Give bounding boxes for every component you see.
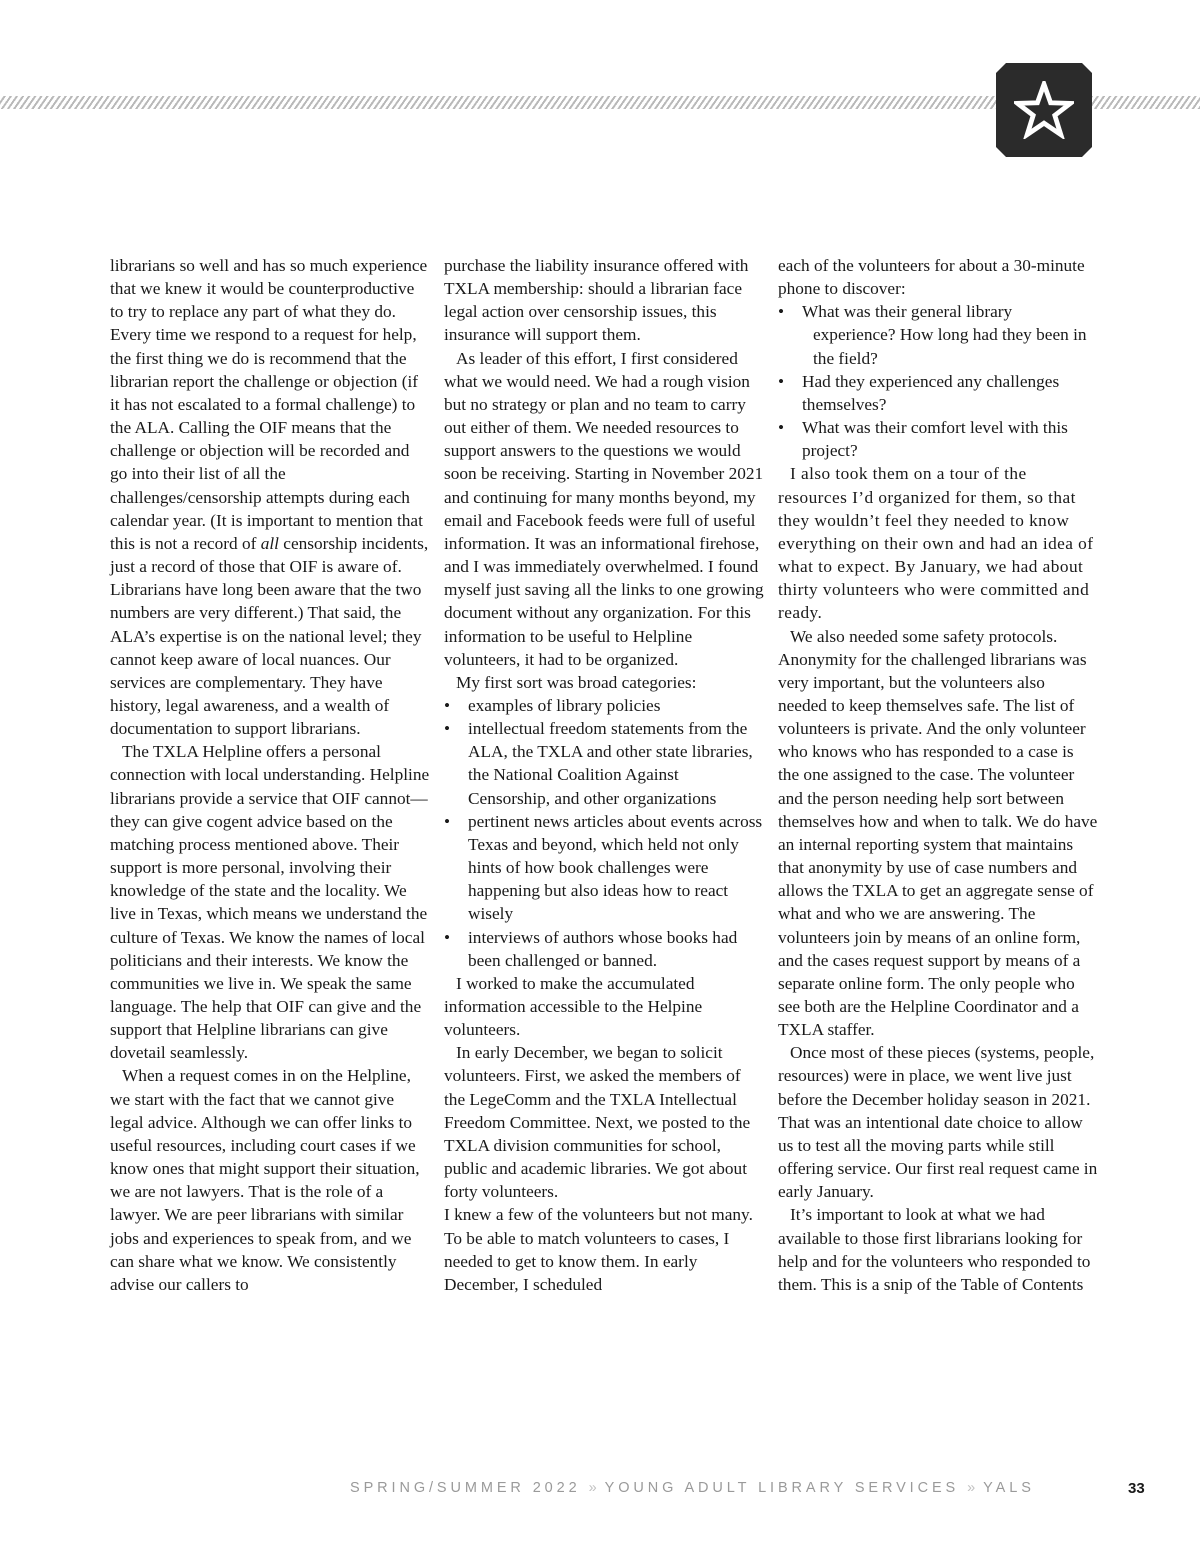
paragraph: I worked to make the accumulated information accessible to the Helpine volunteers.: [444, 973, 703, 1040]
paragraph: In early December, we began to solicit volunteers. First, we asked the members of the LegeComm and the TXLA Intellectual Freedom Committee. Next, we posted to the TXLA division communities for school, public and academic libraries. We got about forty volunteers.: [444, 1043, 751, 1202]
paragraph: I knew a few of the volunteers but not many. To be able to match volunteers to cases, I needed to get to know them. In early December, I scheduled: [444, 1205, 753, 1294]
footer-publication: YOUNG ADULT LIBRARY SERVICES: [604, 1480, 960, 1496]
paragraph: Once most of these pieces (systems, people, resources) were in place, we went live just before the December holiday season in 2021. That was an intentional date choice to allow us to test all the moving parts while still offering service. Our first real request came in early January.: [778, 1043, 1098, 1202]
header-rule-right: [1092, 96, 1200, 109]
list-item: • What was their general library experience? How long had they been in the field?: [778, 300, 1098, 369]
footer-issue: SPRING/SUMMER 2022: [350, 1480, 581, 1496]
paragraph: each of the volunteers for about a 30-minute phone to discover:: [778, 256, 1085, 299]
paragraph: The TXLA Helpline offers a personal connection with local understanding. Helpline librarians provide a service that OIF cannot—they can give cogent advice based on the matching process mentioned above. Their support is more personal, involving their knowledge of the state and the locality. We live in Texas, which means we understand the culture of Texas. We know the names of local politicians and their interests. We know the communities we live in. We speak the same language. The help that OIF can give and the support that Helpline librarians can give dovetail seamlessly.: [110, 742, 430, 1063]
star-outline-icon: [1014, 81, 1074, 139]
footer-separator: »: [588, 1480, 597, 1496]
paragraph: My first sort was broad categories:: [456, 672, 697, 692]
paragraph: As leader of this effort, I first considered what we would need. We had a rough vision but no strategy or plan and no team to carry out either of them. We needed resources to support answers to the questions we would soon be receiving. Starting in November 2021 and continuing for many months beyond, my email and Facebook feeds were full of useful information. It was an informational firehose, and I was immediately overwhelmed. I found myself just saving all the links to one growing document without any organization. For this information to be useful to Helpline volunteers, it had to be organized.: [444, 348, 764, 669]
list-item: • examples of library policies: [444, 694, 764, 717]
text-column-3: [778, 254, 1098, 1296]
paragraph: It’s important to look at what we had available to those first librarians looking for help and for the volunteers who responded to them. This is a snip of the Table of Contents: [778, 1205, 1091, 1294]
paragraph: librarians so well and has so much experience that we knew it would be counterproductive to try to replace any part of what they do. Every time we respond to a request for help, the first thing we do is recommend that the librarian report the challenge or objection (if it has not escalated to a formal challenge) to the ALA. Calling the OIF means that the challenge or objection will be recorded and go into their list of all the challenges/censorship attempts during each calendar year. (It is important to mention that this is not a record of all censorship incidents, just a record of those that OIF is aware of. Librarians have long been aware that the two numbers are very different.) That said, the ALA’s expertise is on the national level; they cannot keep aware of local nuances. Our services are complementary. They have history, legal awareness, and a wealth of documentation to support librarians.: [110, 256, 429, 739]
list-item: • pertinent news articles about events across Texas and beyond, which held not only hints of how book challenges were happening but also ideas how to react wisely: [444, 810, 764, 926]
text-column-2: [444, 254, 764, 1296]
page-number: 33: [1128, 1480, 1145, 1497]
text-column-1: [110, 254, 430, 1296]
question-list: [778, 300, 1098, 462]
header-rule-left: [0, 96, 998, 109]
paragraph: purchase the liability insurance offered with TXLA membership: should a librarian face legal action over censorship issues, this insurance will support them.: [444, 256, 749, 345]
paragraph: When a request comes in on the Helpline, we start with the fact that we cannot give legal advice. Although we can offer links to useful resources, including court cases if we know ones that might support their situation, we are not lawyers. That is the role of a lawyer. We are peer librarians with similar jobs and experiences to speak from, and we can share what we know. We consistently advise our callers to: [110, 1066, 420, 1294]
list-item: • What was their comfort level with this project?: [778, 416, 1098, 462]
list-item: • interviews of authors whose books had been challenged or banned.: [444, 926, 764, 972]
category-list: [444, 694, 764, 972]
footer-short-name: YALS: [983, 1480, 1035, 1496]
running-footer: [350, 1480, 1035, 1496]
footer-separator: »: [967, 1480, 976, 1496]
section-badge: [996, 63, 1092, 157]
list-item: • intellectual freedom statements from the ALA, the TXLA and other state libraries, the National Coalition Against Censorship, and other organizations: [444, 717, 764, 810]
list-item: • Had they experienced any challenges themselves?: [778, 370, 1098, 416]
paragraph: I also took them on a tour of the resources I’d organized for them, so that they wouldn’t feel they needed to know everything on their own and had an idea of what to expect. By January, we had about thirty volunteers who were committed and ready.: [778, 464, 1094, 623]
paragraph: We also needed some safety protocols. Anonymity for the challenged librarians was very important, but the volunteers also needed to keep themselves safe. The list of volunteers is private. And the only volunteer who knows who has responded to a case is the one assigned to the case. The volunteer and the person needing help sort between themselves how and when to talk. We do have an internal reporting system that maintains that anonymity by use of case numbers and allows the TXLA to get an aggregate sense of what and who we are answering. The volunteers join by means of an online form, and the cases request support by means of a separate online form. The only people who see both are the Helpline Coordinator and a TXLA staffer.: [778, 626, 1098, 1040]
